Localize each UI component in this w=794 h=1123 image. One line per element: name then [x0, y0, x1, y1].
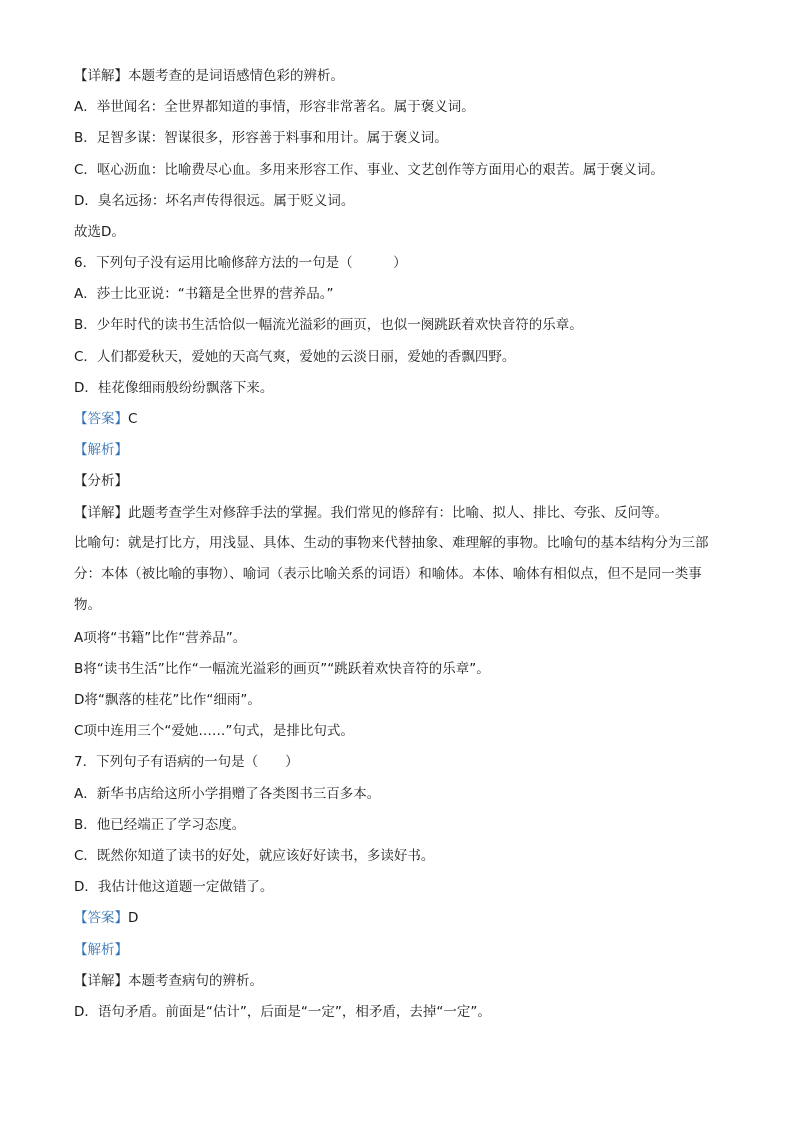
q7-analysis-d: D．语句矛盾。前面是“估计”，后面是“一定”，相矛盾，去掉“一定”。: [74, 1004, 491, 1020]
q7-option-a: A．新华书店给这所小学捐赠了各类图书三百多本。: [74, 786, 381, 802]
q7-answer-value: D: [128, 910, 139, 926]
q7-analysis-tag: 【解析】: [74, 942, 128, 958]
q6-analysis-d: D将“飘落的桂花”比作“细雨”。: [74, 692, 261, 708]
q7-option-c: C．既然你知道了读书的好处，就应该好好读书，多读好书。: [74, 848, 435, 864]
q5-item-c: C．呕心沥血：比喻费尽心血。多用来形容工作、事业、文艺创作等方面用心的艰苦。属于褒义词。: [74, 162, 664, 178]
q6-detail: 【详解】此题考查学生对修辞手法的掌握。我们常见的修辞有：比喻、拟人、排比、夸张、反问等。: [74, 505, 668, 521]
q7-detail: 【详解】本题考查病句的辨析。: [74, 973, 263, 989]
q6-answer: [74, 409, 734, 429]
q6-option-d: D．桂花像细雨般纷纷飘落下来。: [74, 380, 274, 396]
q6-option-a: A．莎士比亚说：“书籍是全世界的营养品。”: [74, 286, 334, 302]
q6-answer-tag: 【答案】: [74, 411, 128, 427]
q7-answer-tag: 【答案】: [74, 910, 128, 926]
q7-option-d: D．我估计他这道题一定做错了。: [74, 879, 274, 895]
q5-item-a: A．举世闻名：全世界都知道的事情，形容非常著名。属于褒义词。: [74, 99, 475, 115]
q7-option-b: B．他已经端正了学习态度。: [74, 817, 246, 833]
q5-conclusion: 故选D。: [74, 224, 125, 240]
q6-metaphor-explanation: 比喻句：就是打比方，用浅显、具体、生动的事物来代替抽象、难理解的事物。比喻句的基本结构分为三部分：本体（被比喻的事物）、喻词（表示比喻关系的词语）和喻体。本体、喻体有相似点，但不是同一类事物。: [74, 535, 709, 613]
q6-analysis-tag: 【解析】: [74, 442, 128, 458]
q6-answer-value: C: [128, 411, 138, 427]
q5-item-d: D．臭名远扬：坏名声传得很远。属于贬义词。: [74, 193, 355, 209]
q6-analysis-b: B将“读书生活”比作“一幅流光溢彩的画页”“跳跃着欢快音符的乐章”。: [74, 661, 490, 677]
q6-analysis-a: A项将“书籍”比作“营养品”。: [74, 630, 247, 646]
q6-option-c: C．人们都爱秋天，爱她的天高气爽，爱她的云淡日丽，爱她的香飘四野。: [74, 349, 516, 365]
q6-stem: 6．下列句子没有运用比喻修辞方法的一句是（ ）: [74, 255, 407, 271]
q6-option-b: B．少年时代的读书生活恰似一幅流光溢彩的画页，也似一阕跳跃着欢快音符的乐章。: [74, 317, 583, 333]
q7-answer: [74, 908, 734, 928]
q6-analysis-c: C项中连用三个“爱她……”句式，是排比句式。: [74, 723, 354, 739]
q5-item-b: B．足智多谋：智谋很多，形容善于料事和用计。属于褒义词。: [74, 130, 448, 146]
q7-stem: 7．下列句子有语病的一句是（ ）: [74, 754, 299, 770]
q6-fenxi-tag: 【分析】: [74, 473, 128, 489]
q5-detail: 【详解】本题考查的是词语感情色彩的辨析。: [74, 68, 344, 84]
